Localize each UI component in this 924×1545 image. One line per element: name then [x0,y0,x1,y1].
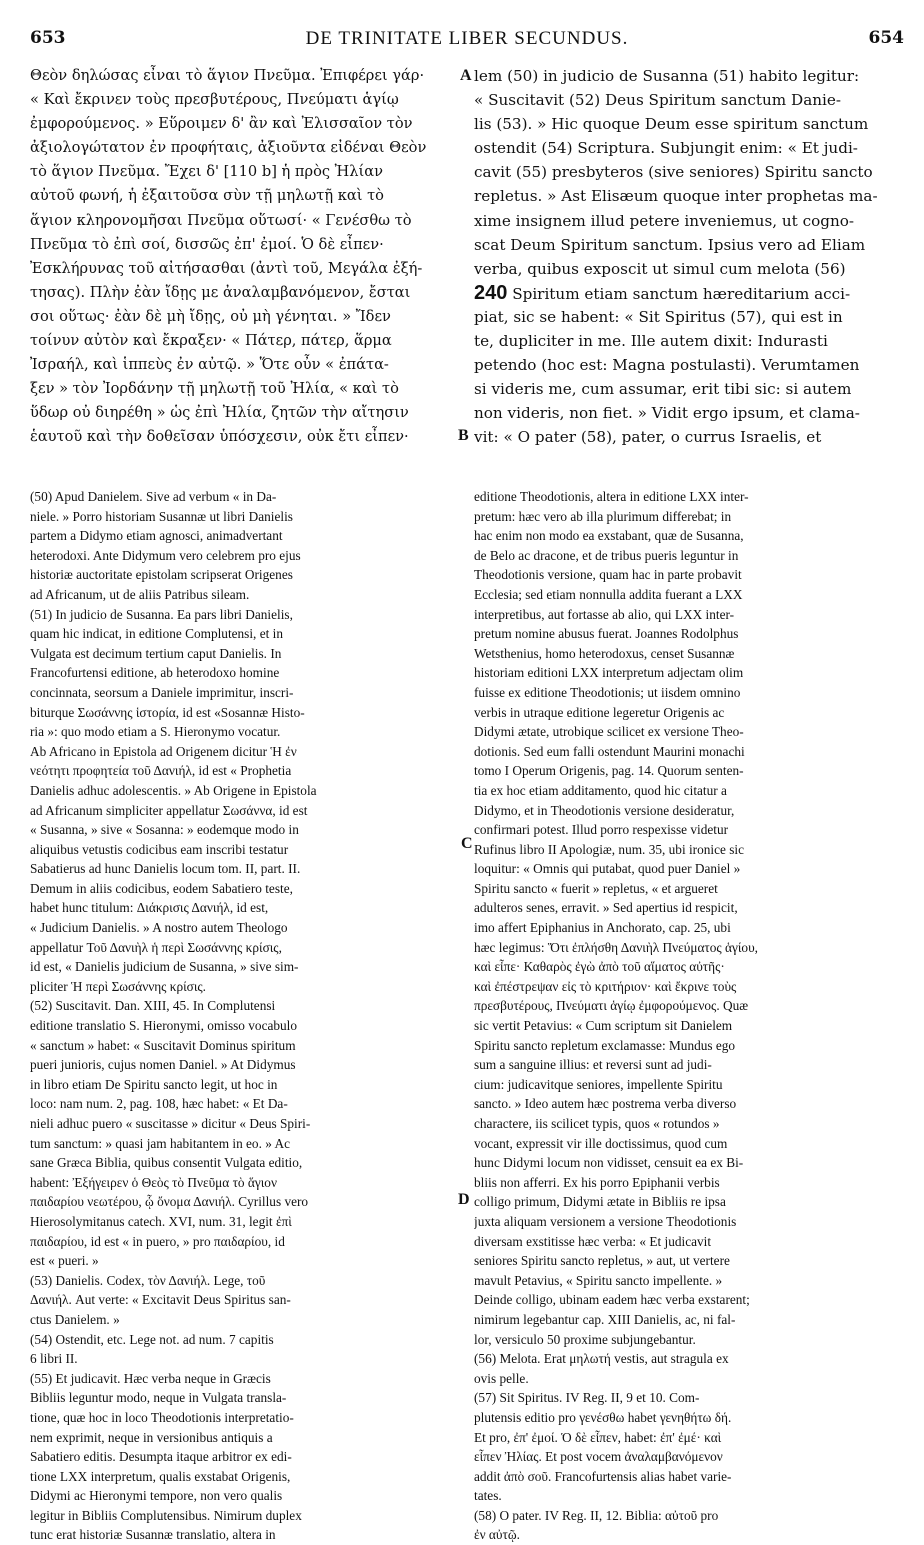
footnote-line: Francofurtensi editione, ab heterodoxo homine [30,665,280,681]
footnote-line: cium: judicavitque seniores, impellente Spiritu [474,1076,723,1092]
latin-line: « Suscitavit (52) Deus Spiritum sanctum Danie- [474,91,842,110]
footnote-line: « Susanna, » sive « Sosanna: » eodemque modo in [30,822,299,838]
footnotes-right-column [474,487,904,1545]
footnote-line: (51) In judicio de Susanna. Ea pars libri Danielis, [30,606,293,622]
footnote-line: confirmari potest. Illud porro respexisse videtur [474,822,729,838]
footnote-line: (55) Et judicavit. Hæc verba neque in Græcis [30,1370,271,1386]
footnote-line: Vulgata est decimum tertium caput Danielis. In [30,645,282,661]
footnote-line: niele. » Porro historiam Susannæ ut libri Danielis [30,508,293,524]
footnote-line: Spiritu sancto repletum exclamasse: Mundus ego [474,1037,736,1053]
margin-letter-b: B [458,427,469,444]
footnote-line: mavult Petavius, « Spiritu sancto impellente. » [474,1272,723,1288]
footnote-line: ad Africanum, ut de aliis Patribus sileam. [30,586,250,602]
footnote-line: dotionis. Sed eum falli ostendunt Maurini monachi [474,743,745,759]
margin-letter-d: D [458,1191,470,1208]
footnote-line: ria »: quo modo etiam a S. Hieronymo vocatur. [30,724,281,740]
greek-line: ὕδωρ οὐ διηρέθη » ὡς ἐπὶ Ἠλία, ζητῶν τὴν αἴτησιν [30,404,409,422]
footnote-line: Wetsthenius, homo heterodoxus, censet Susannæ [474,645,735,661]
footnote-line: 6 libri II. [30,1351,78,1367]
footnote-line: concinnata, seorsum a Daniele imprimitur, inscri- [30,684,294,700]
footnote-line: pretum nomine abusus fuerat. Joannes Rodolphus [474,626,739,642]
greek-line: τησας). Πλὴν ἐὰν ἴδῃς με ἀναλαμβανόμενον, ἔσται [30,283,411,301]
footnote-line: Et pro, ἐπ' ἐμοί. Ὁ δὲ εἶπεν, habet: ἐπ' ἐμέ· καὶ [474,1429,722,1445]
margin-letter-c: C [461,835,473,852]
running-title: DE TRINITATE LIBER SECUNDUS. [305,28,629,49]
footnote-line: colligo primum, Didymi ætate in Bibliis re ipsa [474,1194,726,1210]
latin-line: si videris me, cum assumar, erit tibi sic: si autem [474,380,852,399]
latin-line: te, dupliciter in me. Ille autem dixit: Indurasti [474,332,828,351]
latin-line: vit: « O pater (58), pater, o currus Israelis, et [474,428,822,447]
page-number-left: 653 [30,28,66,48]
footnote-line: loco: nam num. 2, pag. 108, hæc habet: « Et Da- [30,1096,288,1112]
footnote-line: heterodoxi. Ante Didymum vero celebrem pro ejus [30,547,301,563]
footnote-line: sane Græca Biblia, quibus consentit Vulgata editio, [30,1155,303,1171]
footnote-line: lor, versiculo 50 proxime subjungebantur. [474,1331,696,1347]
greek-text-column [30,64,458,450]
margin-letter-a: A [460,67,472,84]
footnote-line: (54) Ostendit, etc. Lege not. ad num. 7 capitis [30,1331,274,1347]
footnotes-left-column [30,487,458,1545]
latin-line: piat, sic se habent: « Sit Spiritus (57), qui est in [474,307,843,326]
footnote-line: partem a Didymo etiam agnosci, animadvertant [30,528,283,544]
footnote-line: (56) Melota. Erat μηλωτή vestis, aut stragula ex [474,1351,729,1367]
footnote-line: hunc Didymi locum non vidisset, censuit ea ex Bi- [474,1155,744,1171]
footnote-line: nem exprimit, neque in versionibus antiquis a [30,1429,273,1445]
footnote-line: Sabatierus ad hunc Danielis locum tom. II, part. II. [30,861,301,877]
greek-line: ἅγιον κληρονομῆσαι Πνεῦμα οὕτωσί· « Γενέσθω τὸ [30,211,412,229]
footnote-line: de Belo ac dracone, et de tribus pueris leguntur in [474,547,739,563]
footnote-line: historiæ auctoritate epistolam scripserat Origenes [30,567,293,583]
footnote-line: Didymi ætate, utrobique scilicet ex versione Theo- [474,724,744,740]
footnote-line: Δανιήλ. Aut verte: « Excitavit Deus Spiritus san- [30,1292,291,1308]
footnote-line: appellatur Τοῦ Δανιὴλ ἡ περὶ Σωσάννης κρίσις, [30,939,282,955]
footnote-line: (50) Apud Danielem. Sive ad verbum « in Da- [30,489,277,504]
footnote-line: habet hunc titulum: Διάκρισις Δανιήλ, id est, [30,900,269,916]
footnote-line: nieli adhuc puero « suscitasse » dicitur « Deus Spiri- [30,1116,311,1131]
footnote-line: παιδαρίου νεωτέρου, ᾧ ὄνομα Δανιήλ. Cyrillus vero [30,1194,309,1210]
footnote-line: editione Theodotionis, altera in editione LXX inter- [474,489,749,504]
latin-line: scat Deum Spiritum sanctum. Ipsius vero ad Eliam [474,235,866,254]
footnote-line: tione, quæ hoc in loco Theodotionis interpretatio- [30,1409,294,1425]
greek-line: Ἐσκλήρυνας τοῦ αἰτήσασθαι (ἀντὶ τοῦ, Μεγάλα ἐξή- [30,259,423,277]
latin-line: repletus. » Ast Elisæum quoque inter prophetas ma- [474,187,878,206]
footnote-line: Didymi ac Hieronymi tempore, non vero qualis [30,1488,283,1504]
footnote-line: est « pueri. » [30,1253,99,1269]
footnote-line: ovis pelle. [474,1370,529,1386]
footnote-line: nimirum legebantur cap. XIII Danielis, ac, ni fal- [474,1311,736,1327]
footnote-line: Ab Africano in Epistola ad Origenem dicitur Ἡ ἐν [30,743,297,759]
footnote-line: (57) Sit Spiritus. IV Reg. II, 9 et 10. Com- [474,1390,700,1406]
footnote-line: tates. [474,1488,502,1504]
footnote-line: fuisse ex editione Theodotionis; ut iisdem omnino [474,684,741,700]
greek-line: αὐτοῦ φωνή, ἡ ἐξαιτοῦσα σὺν τῇ μηλωτῇ καὶ τὸ [30,187,384,205]
footnote-line: sum a sanguine illius: et reversi sunt ad judi- [474,1057,712,1073]
greek-line: Πνεῦμα τὸ ἐπὶ σοί, δισσῶς ἐπ' ἐμοί. Ὁ δὲ εἶπεν· [30,235,384,253]
footnote-line: verbis in utraque editione legeretur Origenis ac [474,704,725,720]
footnote-line: πρεσβυτέρους, Πνεύματι ἁγίῳ ἐμφορούμενος. Quæ [474,998,749,1014]
footnote-line: (52) Suscitavit. Dan. XIII, 45. In Complutensi [30,998,276,1014]
footnote-line: Sabatiero editis. Desumpta itaque arbitror ex edi- [30,1449,292,1465]
footnote-line: Demum in aliis codicibus, eodem Sabatiero teste, [30,880,293,896]
latin-line: ostendit (54) Scriptura. Subjungit enim: « Et judi- [474,139,858,158]
footnote-line: biturque Σωσάννης ἱστορία, id est «Sosannæ Histo- [30,704,305,720]
footnote-line: in libro etiam De Spiritu sancto legit, ut hoc in [30,1076,278,1092]
footnote-line: hac enim non modo ea exstabant, quæ de Susanna, [474,528,744,544]
footnote-line: imo affert Epiphanius in Anchorato, cap. 25, ubi [474,920,731,936]
latin-line: verba, quibus exposcit ut simul cum melota (56) [474,259,846,278]
footnote-line: addit ἀπὸ σοῦ. Francofurtensis alias habet varie- [474,1468,732,1484]
running-header [30,28,904,54]
footnote-line: charactere, iis scilicet typis, quos « rotundos » [474,1116,720,1131]
footnote-line: hæc legimus: Ὅτι ἐπλήσθη Δανιὴλ Πνεύματος ἁγίου, [474,939,758,955]
footnote-line: quam hic indicat, in editione Complutensi, et in [30,626,283,642]
latin-line: lem (50) in judicio de Susanna (51) habito legitur: [474,67,860,85]
footnote-line: εἶπεν Ἠλίας. Et post vocem ἀναλαμβανόμενον [474,1449,723,1465]
greek-line: Ἰσραήλ, καὶ ἱππεὺς ἐν αὐτῷ. » Ὅτε οὖν « ἐπάτα- [30,356,389,374]
greek-line: τὸ ἅγιον Πνεῦμα. Ἔχει δ' [110 b] ἡ πρὸς Ἠλίαν [30,163,383,181]
footnote-line: plutensis editio pro γενέσθω habet γενηθήτω δή. [474,1409,732,1425]
footnote-line: Deinde colligo, ubinam eadem hæc verba exstarent; [474,1292,750,1308]
greek-line: ἐμφορούμενος. » Εὕροιμεν δ' ἂν καὶ Ἐλισσαῖον τὸν [30,115,413,133]
latin-line: non videris, non fiet. » Vidit ergo ipsum, et clama- [474,404,860,423]
latin-line: petendo (hoc est: Magna postulasti). Verumtamen [474,356,860,375]
footnote-line: Spiritu sancto « fuerit » repletus, « et argueret [474,880,718,896]
footnote-line: bliis non afferri. Ex his porro Epiphanii verbis [474,1174,720,1190]
latin-line [474,281,904,305]
page-number-right: 654 [868,28,904,48]
greek-line: ἀξιολογώτατον ἐν προφήταις, ἀξιοῦντα εἰδέναι Θεὸν [30,139,427,157]
footnote-line: juxta aliquam versionem a versione Theodotionis [474,1213,737,1229]
footnote-line: id est, « Danielis judicium de Susanna, » sive sim- [30,959,299,975]
footnote-line: sic vertit Petavius: « Cum scriptum sit Danielem [474,1018,733,1034]
footnote-line: vocant, expressit vir ille doctissimus, quod cum [474,1135,728,1151]
greek-line: Θεὸν δηλώσας εἶναι τὸ ἅγιον Πνεῦμα. Ἐπιφέρει γάρ· [30,67,425,84]
footnote-line: καὶ εἶπε· Καθαρὸς ἐγὼ ἀπὸ τοῦ αἵματος αὐτῆς· [474,959,725,975]
column-number-marker: 240 [474,281,508,304]
latin-line-text: Spiritum etiam sanctum hæreditarium acci- [512,284,851,303]
footnote-line: interpretibus, aut fortasse ab alio, qui LXX inter- [474,606,735,622]
greek-line: ξεν » τὸν Ἰορδάνην τῇ μηλωτῇ τοῦ Ἠλία, « καὶ τὸ [30,380,399,398]
footnote-line: ἐν αὐτῷ. [474,1527,520,1543]
footnote-line: ad Africanum simpliciter appellatur Σωσάννα, id est [30,802,308,818]
footnote-line: παιδαρίου, id est « in puero, » pro παιδαρίου, id [30,1233,285,1249]
footnote-line: legitur in Bibliis Complutensibus. Nimirum duplex [30,1507,302,1523]
footnote-line: (53) Danielis. Codex, τὸν Δανιήλ. Lege, τοῦ [30,1272,266,1288]
footnote-line: pretum: hæc vero ab illa plurimum differebat; in [474,508,732,524]
footnote-line: tia ex hoc etiam additamento, quod hic citatur a [474,782,727,798]
footnote-line: Danielis adhuc adolescentis. » Ab Origene in Epistola [30,782,317,798]
latin-line: xime insignem illud petere inveniemus, ut cogno- [474,211,855,230]
footnote-line: sancto. » Ideo autem hæc postrema verba diverso [474,1096,737,1112]
footnote-line: adulteros senes, erravit. » Sed apertius id respicit, [474,900,738,916]
latin-text-column [474,64,904,450]
footnote-line: ctus Danielem. » [30,1311,120,1327]
footnote-line: (58) O pater. IV Reg. II, 12. Biblia: αὐτοῦ pro [474,1507,719,1523]
footnote-line: « sanctum » habet: « Suscitavit Dominus spiritum [30,1037,296,1053]
footnote-line: Bibliis leguntur modo, neque in Vulgata transla- [30,1390,287,1406]
footnote-line: tunc erat historiæ Susannæ translatio, altera in [30,1527,276,1543]
greek-line: σοι οὕτως· ἐὰν δὲ μὴ ἴδῃς, οὐ μὴ γένηται. » Ἴδεν [30,307,391,325]
footnote-line: seniores Spiritu sancto repletus, » aut, ut vertere [474,1253,730,1269]
footnote-line: tione LXX interpretum, qualis exstabat Origenis, [30,1468,291,1484]
footnote-line: Rufinus libro II Apologiæ, num. 35, ubi ironice sic [474,841,744,857]
footnote-line: historiam editioni LXX interpretum adjectam olim [474,665,744,681]
footnote-line: « Judicium Danielis. » A nostro autem Theologo [30,920,288,936]
footnote-line: aliquibus vetustis codicibus eam inscribi testatur [30,841,289,857]
footnote-line: tomo I Operum Origenis, pag. 14. Quorum senten- [474,763,744,779]
footnote-line: pliciter Ἡ περὶ Σωσάννης κρίσις. [30,978,207,994]
greek-line: τοίνυν αὐτὸν καὶ ἔκραξεν· « Πάτερ, πάτερ, ἅρμα [30,332,392,350]
footnote-line: Hierosolymitanus catech. XVI, num. 31, legit ἐπὶ [30,1213,292,1229]
footnote-line: habent: Ἐξήγειρεν ὁ Θεὸς τὸ Πνεῦμα τὸ ἅγιον [30,1174,277,1190]
footnote-line: νεότητι προφητεία τοῦ Δανιήλ, id est « Prophetia [30,763,292,779]
footnote-line: pueri junioris, cujus nomen Daniel. » At Didymus [30,1057,296,1073]
footnote-line: Didymo, et in Theodotionis versione desideratur, [474,802,735,818]
footnote-line: tum sanctum: » quasi jam habitantem in eo. » Ac [30,1135,290,1151]
footnote-line: editione translatio S. Hieronymi, omisso vocabulo [30,1018,298,1034]
footnote-line: diversam exstitisse hæc verba: « Et judicavit [474,1233,712,1249]
footnote-line: Ecclesia; sed etiam nonnulla addita fuerant a LXX [474,586,743,602]
greek-line: ἑαυτοῦ καὶ τὴν δοθεῖσαν ὑπόσχεσιν, οὐκ ἔτι εἶπεν· [30,428,409,446]
footnote-line: Theodotionis versione, quam hac in parte probavit [474,567,742,583]
footnote-line: loquitur: « Omnis qui putabat, quod puer Daniel » [474,861,741,877]
greek-line: « Καὶ ἔκρινεν τοὺς πρεσβυτέρους, Πνεύματι ἁγίῳ [30,91,399,109]
latin-line: cavit (55) presbyteros (sive seniores) Spiritu sancto [474,163,873,182]
footnote-line: καὶ ἐπέστρεψαν εἰς τὸ κριτήριον· καὶ ἔκρινε τοὺς [474,978,737,994]
latin-line: lis (53). » Hic quoque Deum esse spiritum sanctum [474,115,869,134]
